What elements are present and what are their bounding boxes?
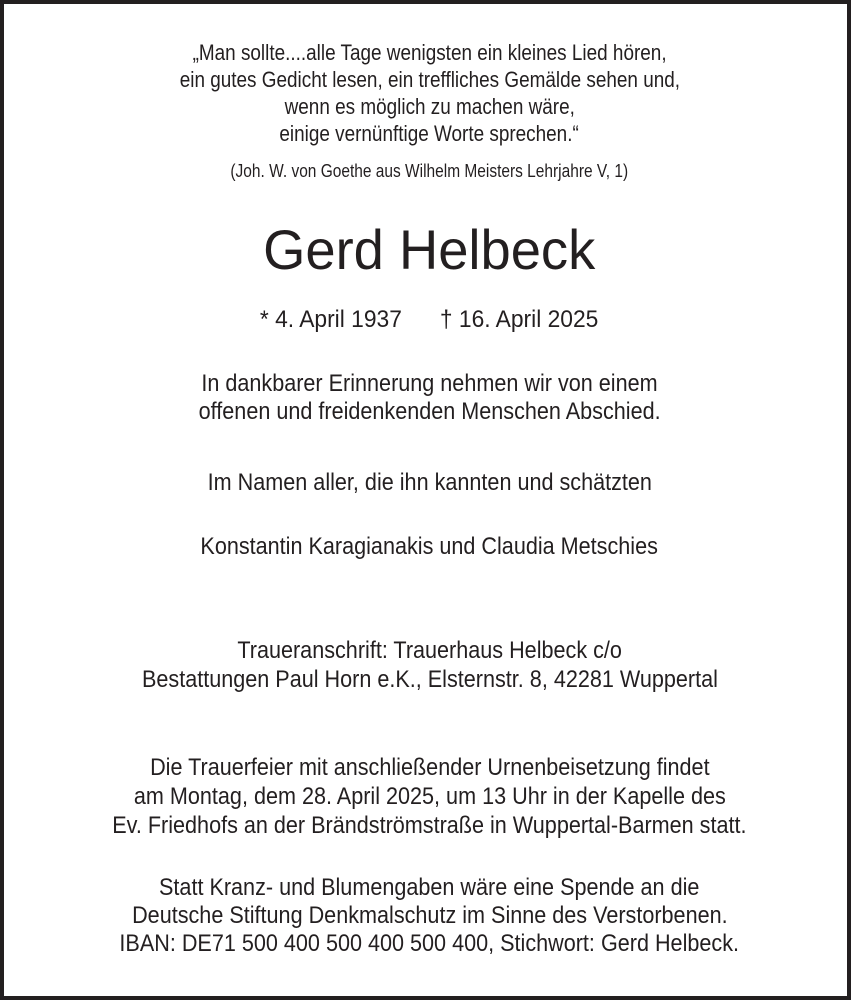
signatories: Konstantin Karagianakis und Claudia Metschies — [200, 533, 659, 560]
mourning-address-line: Traueranschrift: Trauerhaus Helbeck c/o — [237, 637, 622, 664]
quote-line: einige vernünftige Worte sprechen.“ — [279, 121, 580, 146]
donation-info-line: Statt Kranz- und Blumengaben wäre eine Spende an die — [159, 874, 700, 901]
life-dates — [4, 308, 851, 332]
quote-line: wenn es möglich zu machen wäre, — [284, 94, 575, 119]
deceased-name: Gerd Helbeck — [263, 218, 596, 281]
donation-info-line: Deutsche Stiftung Denkmalschutz im Sinne des Verstorbenen. — [131, 902, 728, 929]
quote-line: ein gutes Gedicht lesen, ein treffliches Gemälde sehen und, — [179, 67, 680, 92]
quote-line: „Man sollte....alle Tage wenigsten ein kleines Lied hören, — [192, 40, 667, 65]
mourning-address-line: Bestattungen Paul Horn e.K., Elsternstr. 8, 42281 Wuppertal — [141, 666, 718, 693]
death-date: † 16. April 2025 — [440, 306, 599, 333]
on-behalf-text: Im Namen aller, die ihn kannten und schätzten — [207, 469, 652, 496]
farewell-line: offenen und freidenkenden Menschen Abschied. — [198, 398, 661, 425]
birth-date: * 4. April 1937 — [260, 306, 403, 333]
quote-attribution: (Joh. W. von Goethe aus Wilhelm Meisters Lehrjahre V, 1) — [230, 161, 629, 181]
funeral-info-line: Die Trauerfeier mit anschließender Urnenbeisetzung findet — [149, 754, 710, 781]
funeral-info-line: am Montag, dem 28. April 2025, um 13 Uhr in der Kapelle des — [133, 783, 726, 810]
funeral-info-line: Ev. Friedhofs an der Brändströmstraße in Wuppertal-Barmen statt. — [112, 812, 747, 839]
donation-info-line: IBAN: DE71 500 400 500 400 500 400, Stichwort: Gerd Helbeck. — [119, 930, 740, 957]
farewell-line: In dankbarer Erinnerung nehmen wir von einem — [201, 370, 658, 397]
